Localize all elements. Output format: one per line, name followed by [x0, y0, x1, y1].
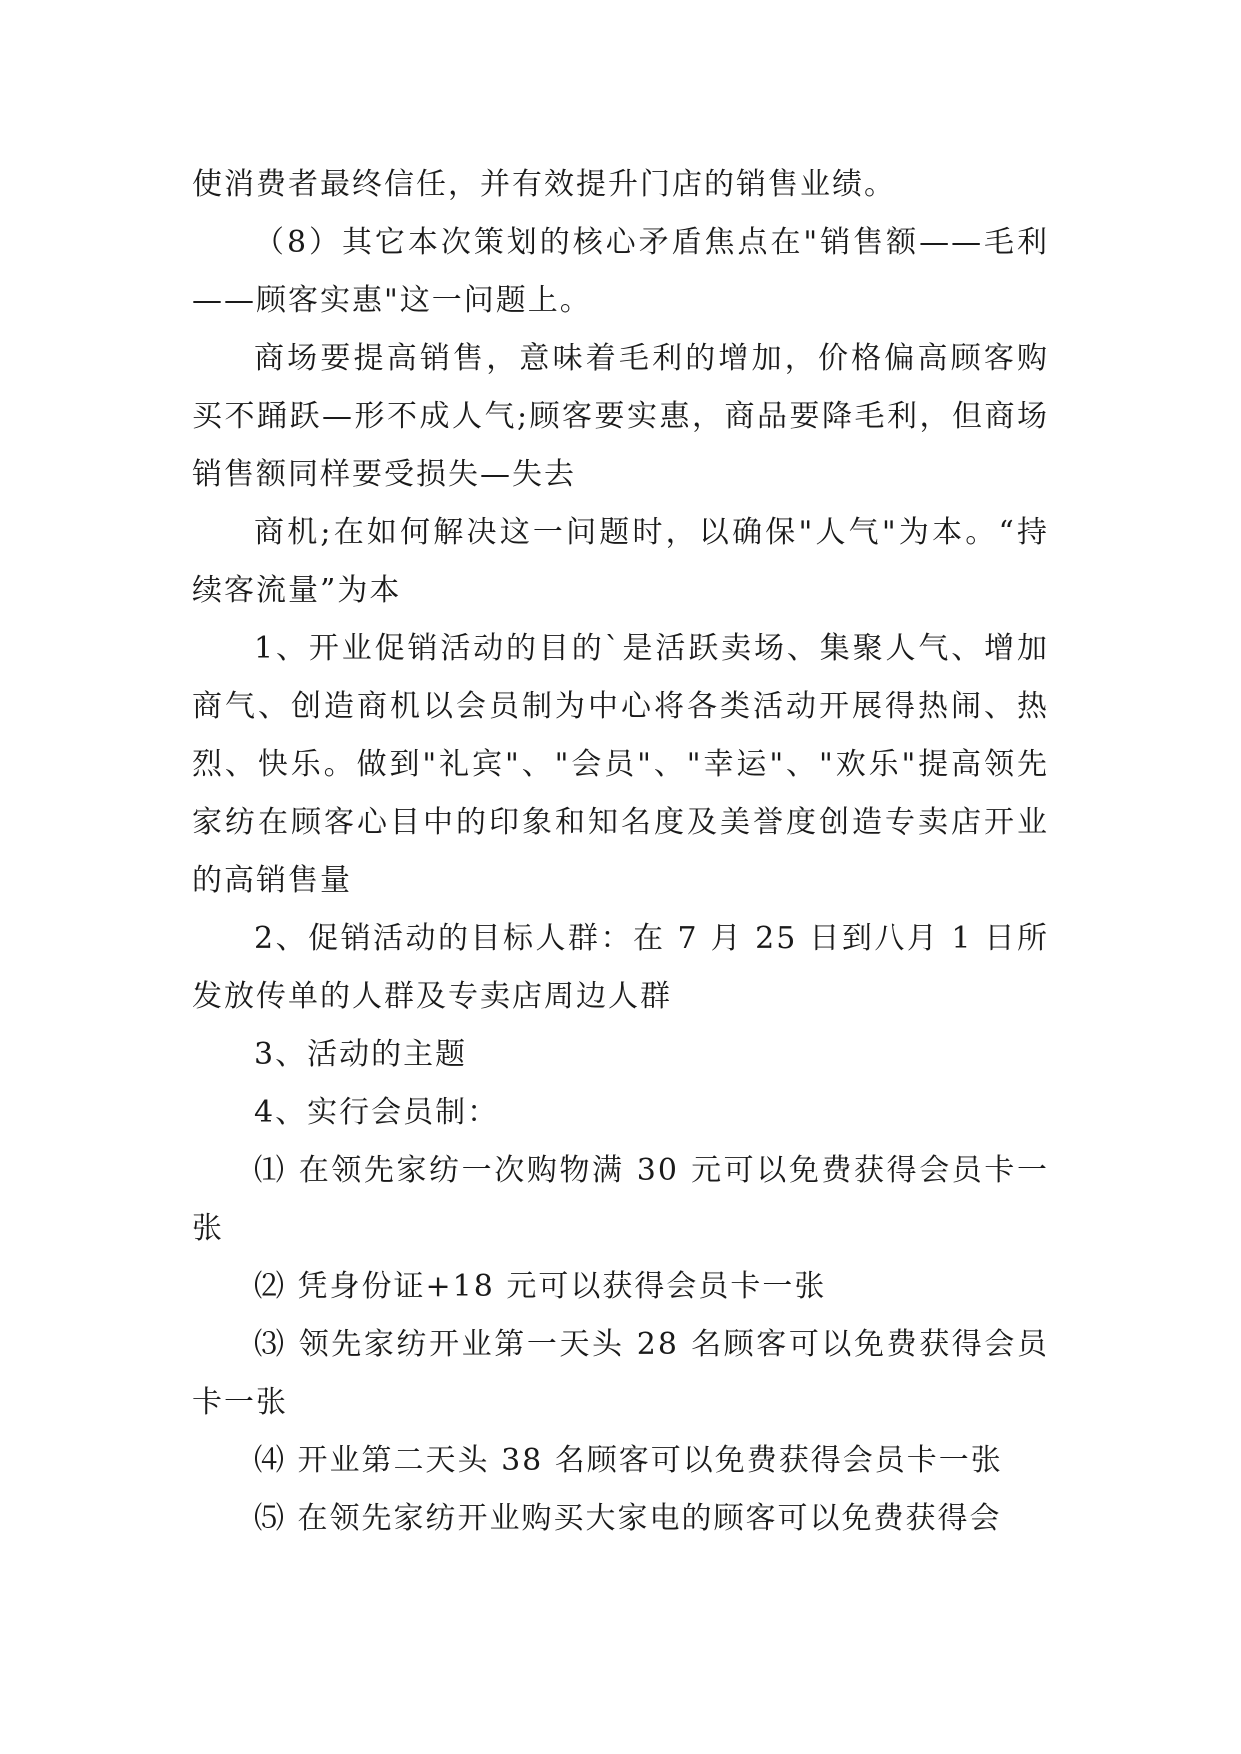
paragraph-6: 2、促销活动的目标人群：在 7 月 25 日到八月 1 日所发放传单的人群及专卖店周边人群	[192, 921, 1049, 1014]
list-item-2: ⑵ 凭身份证+18 元可以获得会员卡一张	[254, 1269, 827, 1304]
paragraph-3: 商场要提高销售，意味着毛利的增加，价格偏高顾客购买不踊跃—形不成人气;顾客要实惠，商品要降毛利，但商场销售额同样要受损失—失去	[192, 341, 1049, 492]
list-item-5: ⑸ 在领先家纺开业购买大家电的顾客可以免费获得会	[254, 1501, 1002, 1536]
paragraph-2: （8）其它本次策划的核心矛盾焦点在"销售额——毛利——顾客实惠"这一问题上。	[192, 225, 1049, 318]
paragraph-4: 商机;在如何解决这一问题时，以确保"人气"为本。“持续客流量”为本	[192, 515, 1049, 608]
list-item-3: ⑶ 领先家纺开业第一天头 28 名顾客可以免费获得会员卡一张	[192, 1327, 1049, 1420]
list-item-1: ⑴ 在领先家纺一次购物满 30 元可以免费获得会员卡一张	[192, 1153, 1049, 1246]
paragraph-5: 1、开业促销活动的目的`是活跃卖场、集聚人气、增加商气、创造商机以会员制为中心将各类活动开展得热闹、热烈、快乐。做到"礼宾"、"会员"、"幸运"、"欢乐"提高领先家纺在顾客心目中的印象和知名度及美誉度创造专卖店开业的高销售量	[192, 631, 1049, 898]
paragraph-8: 4、实行会员制：	[254, 1095, 500, 1130]
paragraph-1: 使消费者最终信任，并有效提升门店的销售业绩。	[192, 167, 896, 202]
list-item-4: ⑷ 开业第二天头 38 名顾客可以免费获得会员卡一张	[254, 1443, 1003, 1478]
body-text	[192, 156, 1049, 1548]
paragraph-7: 3、活动的主题	[254, 1037, 468, 1072]
